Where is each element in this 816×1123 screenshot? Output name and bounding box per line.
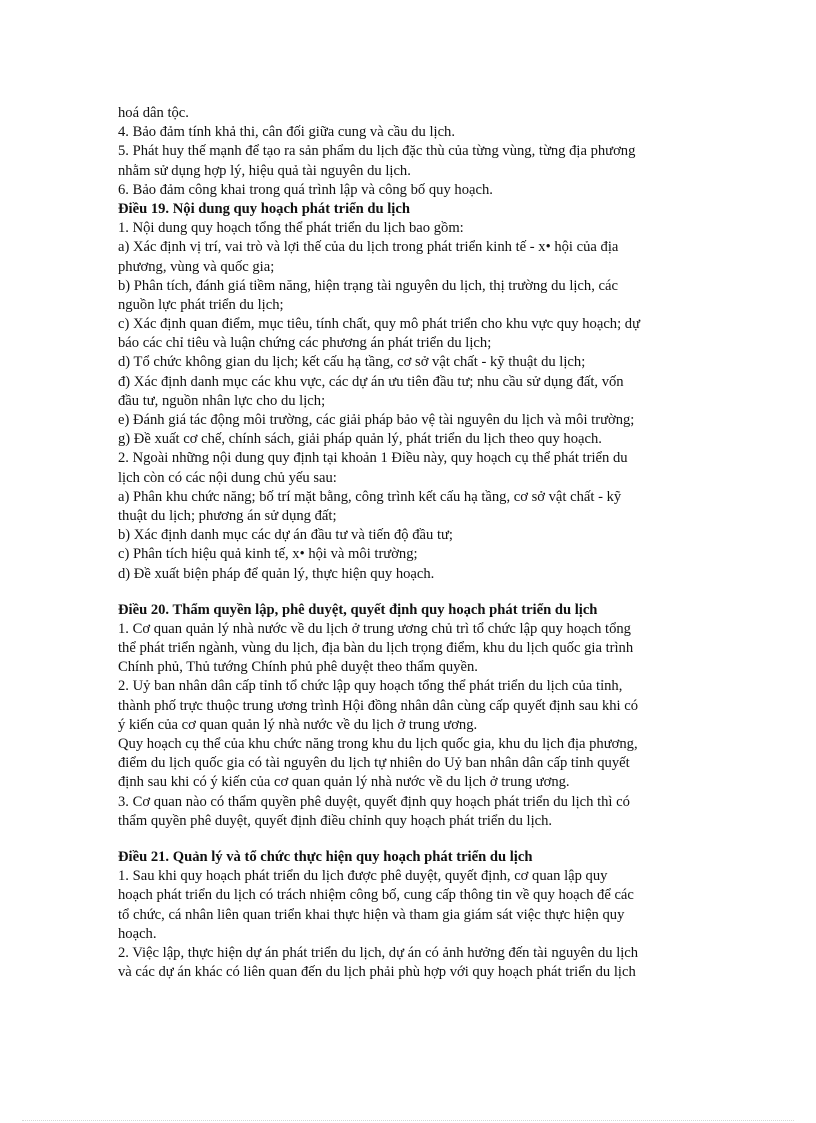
text-line: b) Xác định danh mục các dự án đầu tư và tiến độ đầu tư; [118, 527, 453, 544]
text-line: lịch còn có các nội dung chủ yếu sau: [118, 469, 337, 486]
text-line: hoạch phát triển du lịch có trách nhiệm công bố, cung cấp thông tin về quy hoạch để các [118, 887, 634, 904]
text-line: đầu tư, nguồn nhân lực cho du lịch; [118, 392, 326, 409]
text-line: báo các chỉ tiêu và luận chứng các phương án phát triển du lịch; [118, 335, 492, 352]
text-line: thẩm quyền phê duyệt, quyết định điều chỉnh quy hoạch phát triển du lịch. [118, 812, 553, 829]
text-line: định sau khi có ý kiến của cơ quan quản lý nhà nước về du lịch ở trung ương. [118, 774, 570, 791]
text-line: Chính phủ, Thủ tướng Chính phủ phê duyệt theo thẩm quyền. [118, 659, 478, 676]
text-line: a) Xác định vị trí, vai trò và lợi thế của du lịch trong phát triển kinh tế - x• hội của địa [118, 239, 619, 256]
text-line: 2. Uỷ ban nhân dân cấp tỉnh tổ chức lập quy hoạch tổng thể phát triển du lịch của tỉnh, [118, 678, 623, 695]
page-bottom-divider [22, 1120, 794, 1121]
paragraph-gap [118, 584, 698, 601]
article-heading: Điều 21. Quản lý và tổ chức thực hiện quy hoạch phát triển du lịch [118, 848, 533, 865]
text-line: c) Xác định quan điểm, mục tiêu, tính chất, quy mô phát triển cho khu vực quy hoạch; dự [118, 316, 641, 333]
text-line: e) Đánh giá tác động môi trường, các giải pháp bảo vệ tài nguyên du lịch và môi trường; [118, 412, 635, 428]
article-heading: Điều 20. Thẩm quyền lập, phê duyệt, quyết định quy hoạch phát triển du lịch [118, 601, 598, 618]
document-page [118, 104, 698, 982]
text-line: g) Đề xuất cơ chế, chính sách, giải pháp quản lý, phát triển du lịch theo quy hoạch. [118, 431, 602, 448]
text-line: thuật du lịch; phương án sử dụng đất; [118, 507, 337, 524]
text-line: a) Phân khu chức năng; bố trí mặt bằng, công trình kết cấu hạ tầng, cơ sở vật chất - kỹ [118, 488, 622, 505]
text-line: d) Đề xuất biện pháp để quản lý, thực hiện quy hoạch. [118, 565, 435, 582]
article-heading: Điều 19. Nội dung quy hoạch phát triển du lịch [118, 200, 410, 217]
text-line: hoạch. [118, 925, 157, 942]
text-line: điểm du lịch quốc gia có tài nguyên du lịch tự nhiên do Uỷ ban nhân dân cấp tỉnh quyết [118, 755, 630, 772]
text-line: 4. Bảo đảm tính khả thi, cân đối giữa cung và cầu du lịch. [118, 124, 455, 141]
text-line: 6. Bảo đảm công khai trong quá trình lập và công bố quy hoạch. [118, 181, 493, 198]
text-line: d) Tổ chức không gian du lịch; kết cấu hạ tầng, cơ sở vật chất - kỹ thuật du lịch; [118, 354, 586, 371]
paragraph-gap [118, 831, 698, 848]
text-line: thể phát triển ngành, vùng du lịch, địa bàn du lịch trọng điểm, khu du lịch quốc gia trình [118, 640, 634, 657]
text-line: c) Phân tích hiệu quả kinh tế, x• hội và môi trường; [118, 546, 418, 563]
text-line: ý kiến của cơ quan quản lý nhà nước về du lịch ở trung ương. [118, 716, 478, 733]
text-line: hoá dân tộc. [118, 105, 189, 121]
text-line: b) Phân tích, đánh giá tiềm năng, hiện trạng tài nguyên du lịch, thị trường du lịch, các [118, 277, 618, 294]
text-line: nhằm sử dụng hợp lý, hiệu quả tài nguyên du lịch. [118, 162, 411, 179]
text-line: 1. Nội dung quy hoạch tổng thể phát triển du lịch bao gồm: [118, 220, 464, 237]
text-line: tổ chức, cá nhân liên quan triển khai thực hiện và tham gia giám sát việc thực hiện quy [118, 906, 625, 923]
text-line: thành phố trực thuộc trung ương trình Hội đồng nhân dân cùng cấp quyết định sau khi có [118, 697, 639, 714]
text-line: 2. Việc lập, thực hiện dự án phát triển du lịch, dự án có ảnh hưởng đến tài nguyên du lịch [118, 944, 639, 961]
text-line: đ) Xác định danh mục các khu vực, các dự án ưu tiên đầu tư; nhu cầu sử dụng đất, vốn [118, 373, 624, 390]
text-line: và các dự án khác có liên quan đến du lịch phải phù hợp với quy hoạch phát triển du lịch [118, 964, 636, 981]
text-line: nguồn lực phát triển du lịch; [118, 296, 284, 313]
text-line: Quy hoạch cụ thể của khu chức năng trong khu du lịch quốc gia, khu du lịch địa phương, [118, 736, 638, 752]
text-line: 1. Sau khi quy hoạch phát triển du lịch được phê duyệt, quyết định, cơ quan lập quy [118, 868, 608, 885]
text-line: 1. Cơ quan quản lý nhà nước về du lịch ở trung ương chủ trì tổ chức lập quy hoạch tổng [118, 620, 631, 637]
text-line: 3. Cơ quan nào có thẩm quyền phê duyệt, quyết định quy hoạch phát triển du lịch thì có [118, 793, 630, 810]
text-line: 5. Phát huy thế mạnh để tạo ra sản phẩm du lịch đặc thù của từng vùng, từng địa phương [118, 143, 636, 160]
text-line: 2. Ngoài những nội dung quy định tại khoản 1 Điều này, quy hoạch cụ thể phát triển du [118, 450, 628, 467]
text-line: phương, vùng và quốc gia; [118, 258, 275, 275]
